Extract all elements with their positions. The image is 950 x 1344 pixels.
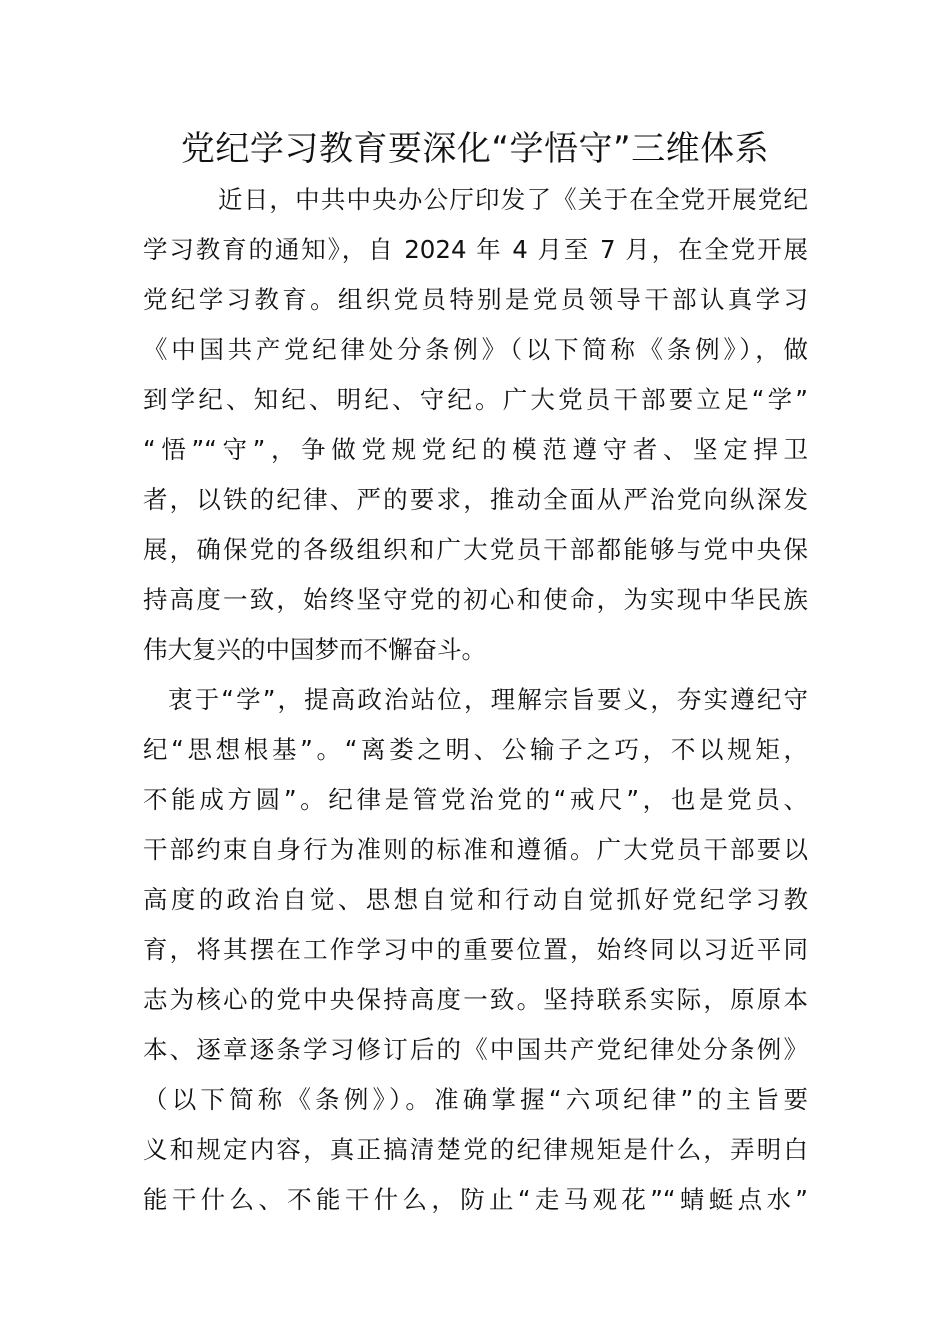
paragraph-1-line-2: 学习教育的通知》，自 2024 年 4 月至 7 月，在全党开展 — [143, 235, 808, 264]
paragraph-1-line-8: 展，确保党的各级组织和广大党员干部都能够与党中央保 — [143, 535, 808, 564]
paragraph-2-line-3: 不能成方圆”。纪律是管党治党的“戒尺”，也是党员、 — [143, 785, 808, 814]
paragraph-2-line-9: （以下简称《条例》）。准确掌握“六项纪律”的主旨要 — [143, 1085, 808, 1114]
paragraph-1-line-5: 到学纪、知纪、明纪、守纪。广大党员干部要立足“学” — [143, 385, 808, 414]
paragraph-2-line-8: 本、逐章逐条学习修订后的《中国共产党纪律处分条例》 — [143, 1035, 808, 1064]
paragraph-2-line-7: 志为核心的党中央保持高度一致。坚持联系实际，原原本 — [143, 985, 808, 1014]
paragraph-1-line-10: 伟大复兴的中国梦而不懈奋斗。 — [143, 635, 486, 664]
paragraph-2-line-5: 高度的政治自觉、思想自觉和行动自觉抓好党纪学习教 — [143, 885, 808, 914]
paragraph-2-line-2: 纪“思想根基”。“离娄之明、公输子之巧，不以规矩， — [143, 735, 808, 764]
document-title: 党纪学习教育要深化“学悟守”三维体系 — [180, 129, 770, 169]
paragraph-2-line-4: 干部约束自身行为准则的标准和遵循。广大党员干部要以 — [143, 835, 808, 864]
paragraph-1-line-3: 党纪学习教育。组织党员特别是党员领导干部认真学习 — [143, 285, 808, 314]
paragraph-1-line-6: “悟”“守”，争做党规党纪的模范遵守者、坚定捍卫 — [143, 435, 808, 464]
paragraph-1-line-4: 《中国共产党纪律处分条例》（以下简称《条例》），做 — [143, 335, 808, 364]
paragraph-2-line-6: 育，将其摆在工作学习中的重要位置，始终同以习近平同 — [143, 935, 808, 964]
paragraph-2-line-1: 衷于“学”，提高政治站位，理解宗旨要义，夯实遵纪守 — [168, 685, 808, 714]
paragraph-2-line-11: 能干什么、不能干什么，防止“走马观花”“蜻蜓点水” — [143, 1185, 808, 1214]
paragraph-1-line-9: 持高度一致，始终坚守党的初心和使命，为实现中华民族 — [143, 585, 808, 614]
paragraph-1-line-7: 者，以铁的纪律、严的要求，推动全面从严治党向纵深发 — [143, 485, 808, 514]
paragraph-2-line-10: 义和规定内容，真正搞清楚党的纪律规矩是什么，弄明白 — [143, 1135, 808, 1164]
paragraph-1-line-1: 近日，中共中央办公厅印发了《关于在全党开展党纪 — [218, 185, 808, 214]
